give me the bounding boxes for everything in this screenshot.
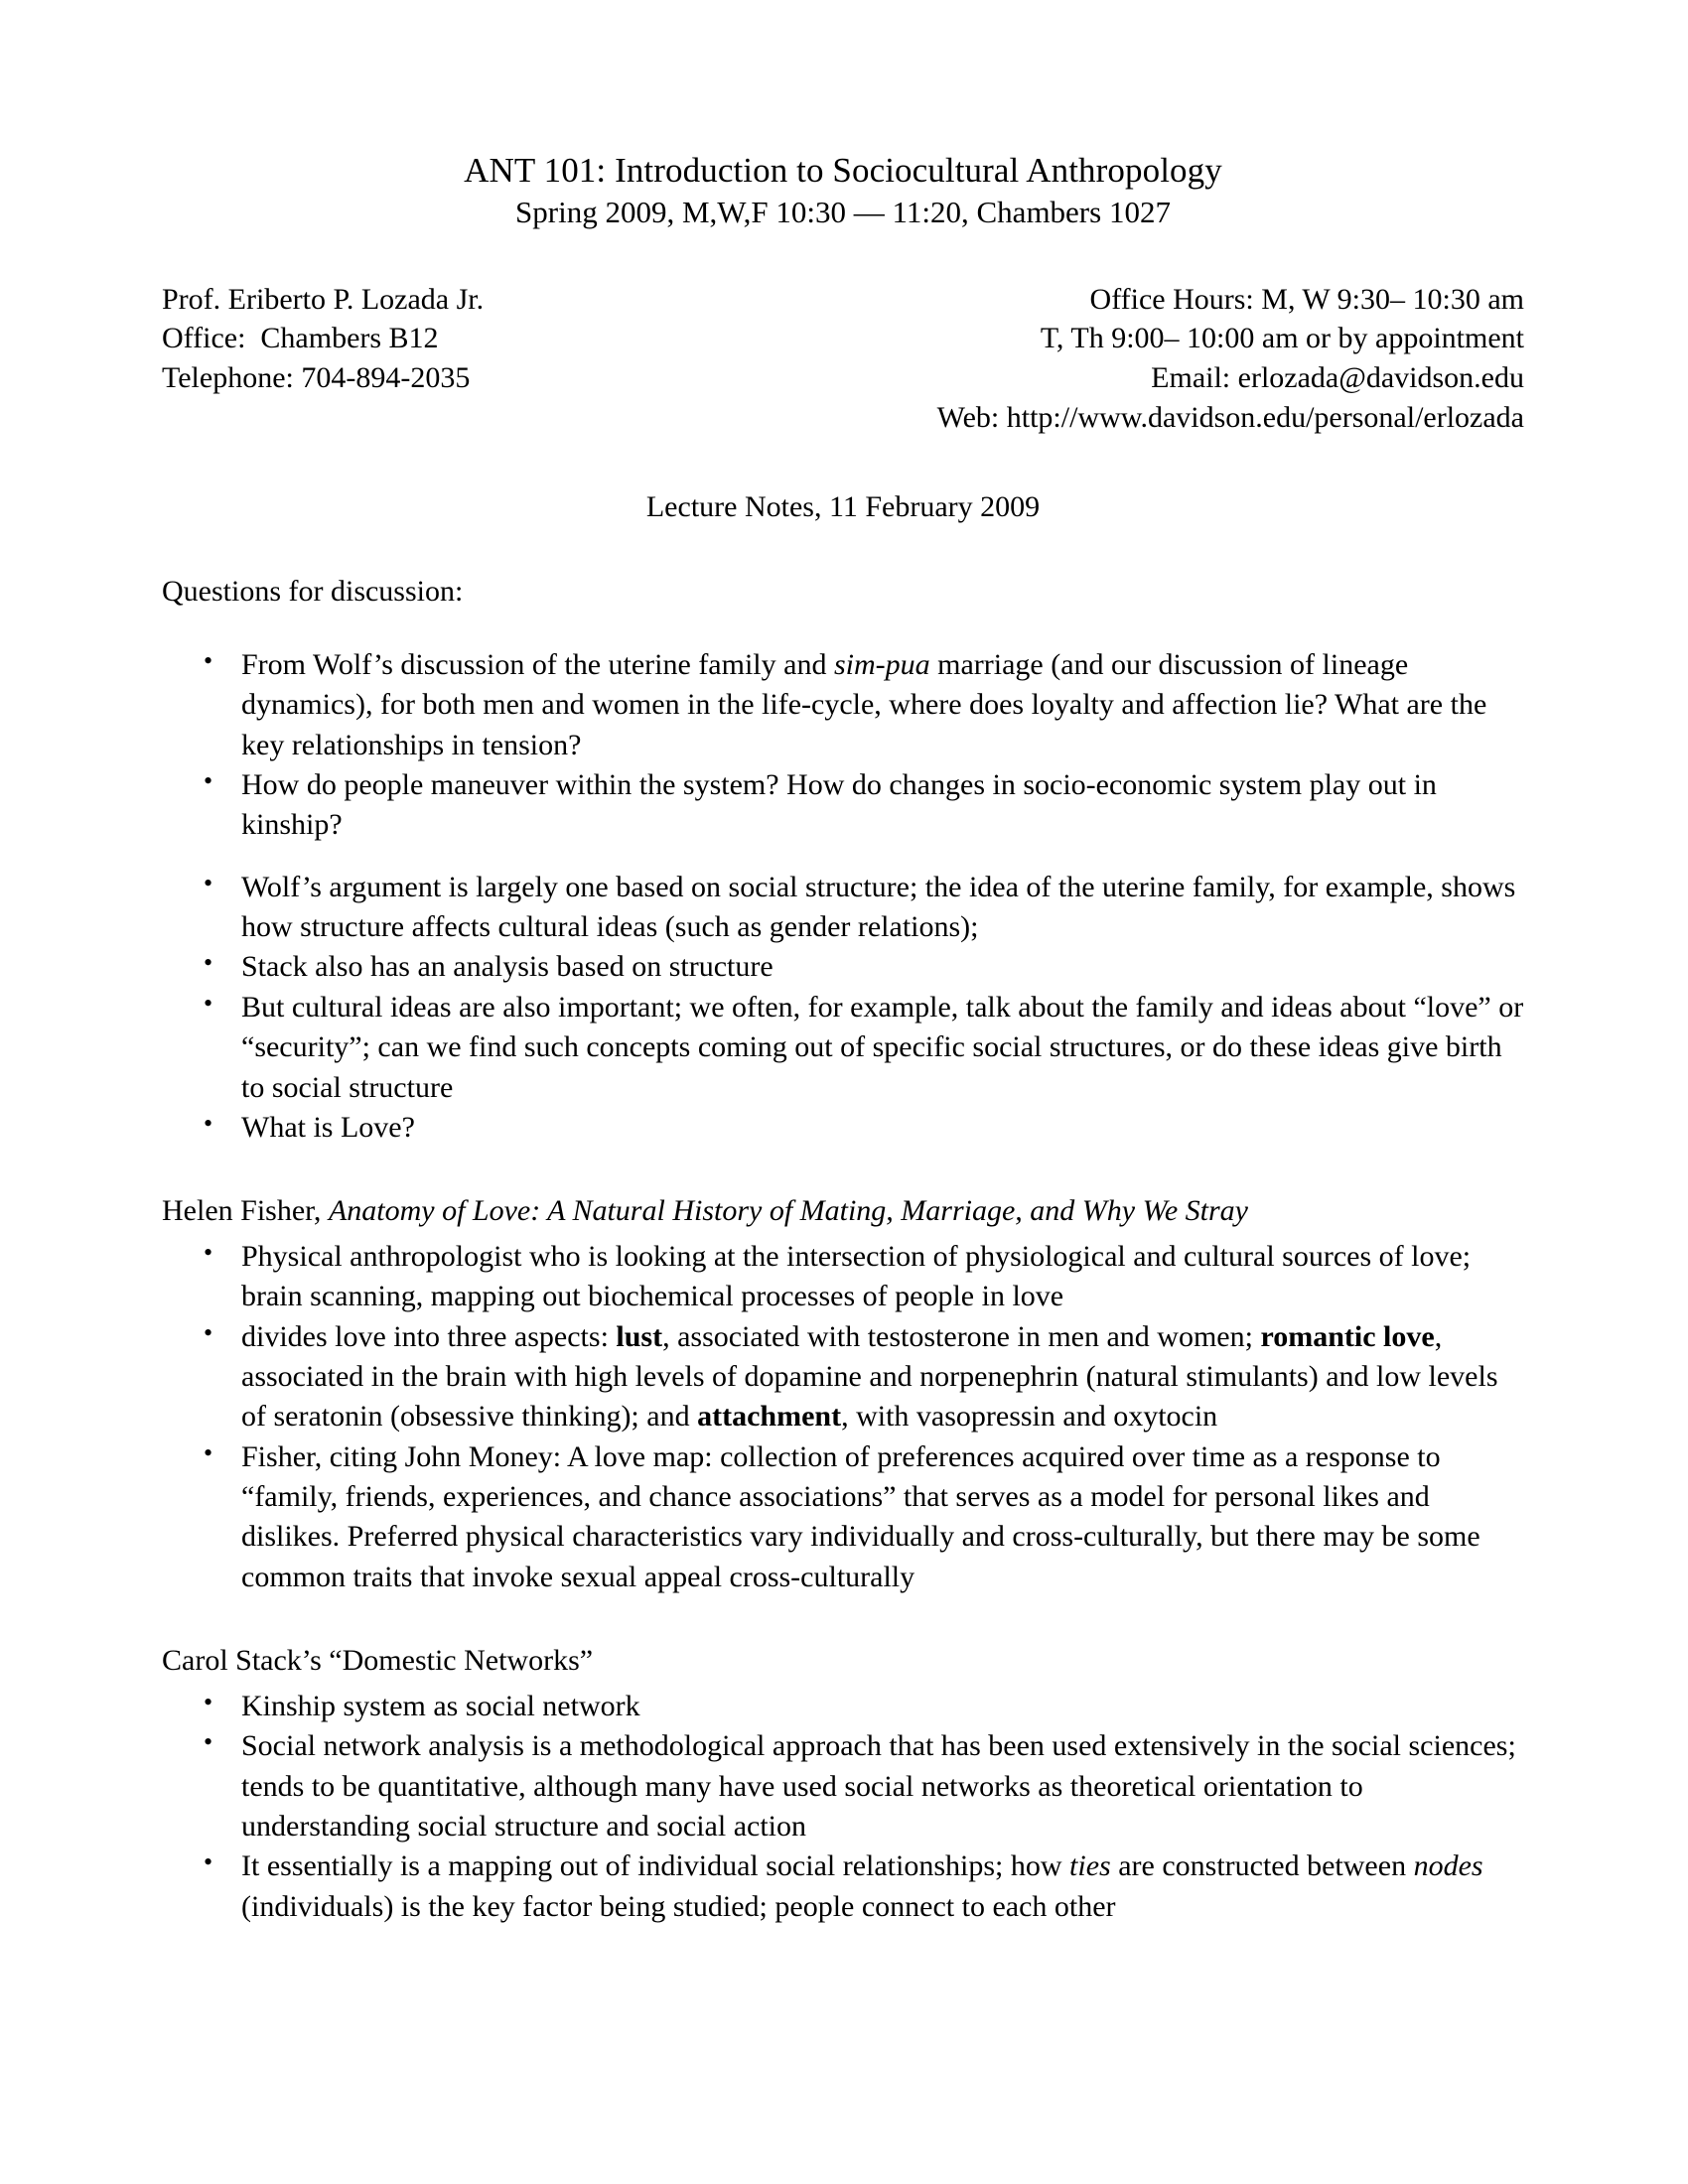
text-run: How do people maneuver within the system? How do changes in socio-economic system play out in kinship? (241, 768, 1437, 842)
text-run: nodes (1413, 1849, 1483, 1883)
list-item (162, 1687, 1524, 1726)
text-run: , associated in the brain with high levels of dopamine and norpenephrin (natural stimulants) and low levels of seratonin (obsessive thinking); and (241, 1319, 1498, 1433)
fisher-bullet-list (162, 1237, 1524, 1597)
list-item (162, 1437, 1524, 1597)
text-run: sim-pua (833, 648, 930, 682)
text-run: ties (1069, 1849, 1111, 1883)
fisher-section-heading (162, 1191, 1524, 1231)
text-run: Stack also has an analysis based on structure (241, 950, 774, 984)
instructor-email: Email: erlozada@davidson.edu (1151, 360, 1524, 394)
list-item (162, 1846, 1524, 1927)
instructor-contact-right (937, 280, 1524, 437)
lecture-date: Lecture Notes, 11 February 2009 (645, 490, 1041, 524)
instructor-telephone: Telephone: 704-894-2035 (162, 360, 471, 394)
list-item (162, 1317, 1524, 1437)
office-hours-mw: Office Hours: M, W 9:30– 10:30 am (1089, 282, 1524, 316)
instructor-website: Web: http://www.davidson.edu/personal/erlozada (936, 400, 1524, 434)
list-item (162, 645, 1524, 765)
course-subtitle: Spring 2009, M,W,F 10:30 — 11:20, Chambers 1027 (515, 195, 1171, 230)
text-run: Social network analysis is a methodological approach that has been used extensively in the social sciences; tends to be quantitative, although many have used social networks as theoretical orientation to understanding social structure and social action (241, 1729, 1516, 1843)
list-item (162, 988, 1524, 1108)
text-run: Fisher, citing John Money: A love map: collection of preferences acquired over time as a response to “family, friends, experiences, and chance associations” that serves as a model for personal likes and dislikes. Preferred physical characteristics vary individually and cross-culturally, but there may be some common traits that invoke sexual appeal cross-culturally (241, 1439, 1480, 1593)
text-run: divides love into three aspects: (241, 1319, 617, 1353)
text-run: From Wolf’s discussion of the uterine family and (241, 648, 834, 682)
text-run: It essentially is a mapping out of individual social relationships; how (241, 1849, 1070, 1883)
list-item (162, 868, 1524, 948)
office-hours-tth: T, Th 9:00– 10:00 am or by appointment (1040, 322, 1524, 355)
list-item (162, 1108, 1524, 1148)
list-item (162, 1237, 1524, 1317)
instructor-office: Office: Chambers B12 (162, 322, 439, 355)
text-run: are constructed between (1110, 1849, 1414, 1883)
list-item (162, 1726, 1524, 1846)
text-run: (individuals) is the key factor being studied; people connect to each other (241, 1889, 1116, 1923)
text-run: Anatomy of Love: A Natural History of Mating, Marriage, and Why We Stray (328, 1194, 1248, 1228)
questions-lead: Questions for discussion: (162, 575, 464, 609)
text-run: Carol Stack’s “Domestic Networks” (162, 1644, 594, 1678)
contact-block (162, 280, 1524, 437)
text-run: Kinship system as social network (241, 1690, 640, 1723)
text-run: But cultural ideas are also important; we often, for example, talk about the family and ideas about “love” or “security”; can we find such concepts coming out of specific social structures, or do these ideas give birth to social structure (241, 990, 1524, 1104)
text-run: Wolf’s argument is largely one based on social structure; the idea of the uterine family, for example, shows how structure affects cultural ideas (such as gender relations); (241, 870, 1516, 944)
stack-section-heading (162, 1641, 1524, 1681)
course-title: ANT 101: Introduction to Sociocultural Anthropology (464, 151, 1222, 190)
text-run: Physical anthropologist who is looking at the intersection of physiological and cultural sources of love; brain scanning, mapping out biochemical processes of people in love (241, 1240, 1472, 1313)
instructor-name: Prof. Eriberto P. Lozada Jr. (162, 282, 485, 316)
instructor-contact-left (162, 280, 484, 398)
list-item (162, 765, 1524, 846)
text-run: attachment (697, 1400, 842, 1433)
list-spacer (162, 846, 1524, 868)
text-run: Helen Fisher, (162, 1194, 329, 1228)
text-run: lust (616, 1319, 663, 1353)
text-run: marriage (and our discussion of lineage dynamics), for both men and women in the life-cycle, where does loyalty and affection lie? What are the key relationships in tension? (241, 648, 1487, 761)
questions-group-two-list (162, 868, 1524, 1148)
stack-bullet-list (162, 1687, 1524, 1927)
text-run: , associated with testosterone in men and women; (662, 1319, 1261, 1353)
text-run: romantic love (1260, 1319, 1435, 1353)
text-run: , with vasopressin and oxytocin (841, 1400, 1218, 1433)
text-run: What is Love? (241, 1110, 415, 1144)
list-item (162, 947, 1524, 987)
questions-group-one-list (162, 645, 1524, 846)
